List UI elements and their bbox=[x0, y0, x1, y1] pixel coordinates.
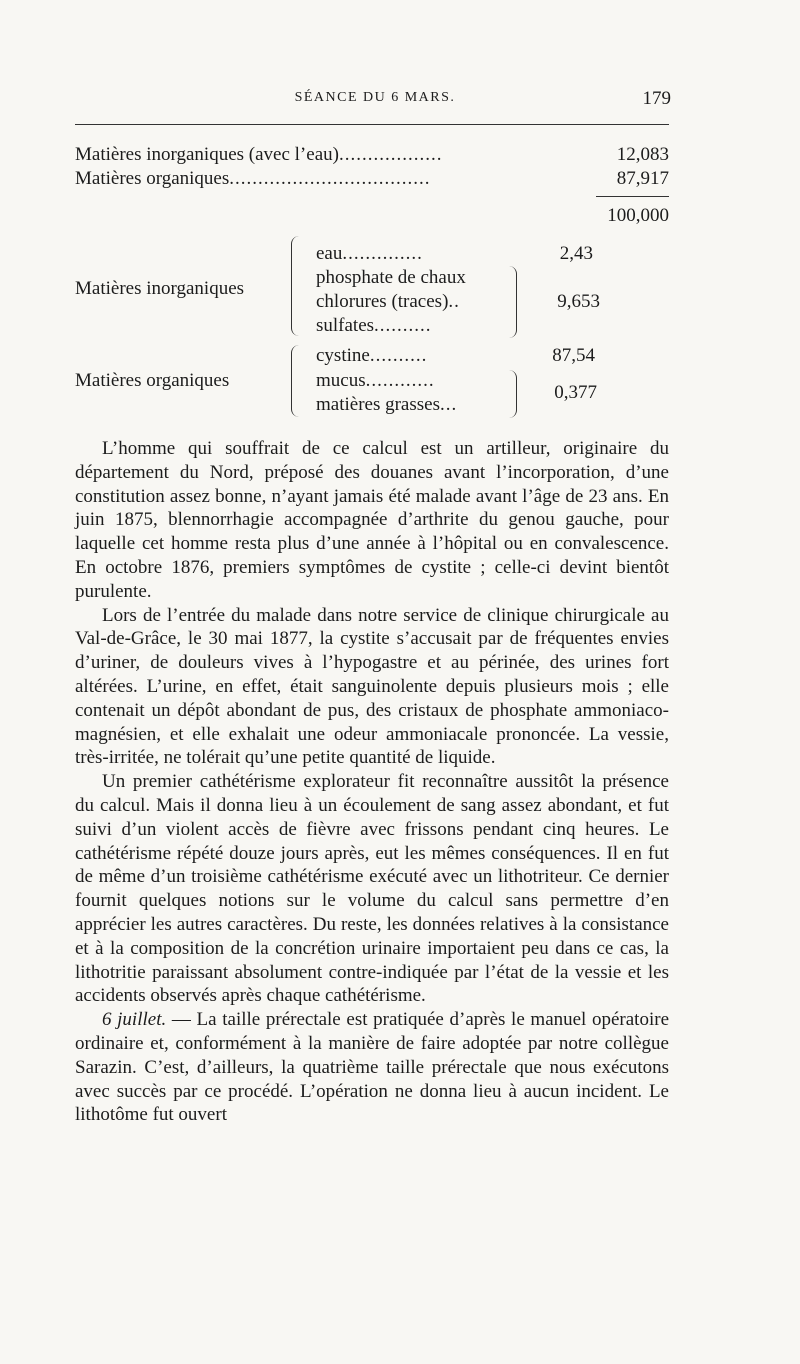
detail-value-salts: 9,653 bbox=[557, 291, 600, 312]
paragraph: L’homme qui souffrait de ce calcul est un artilleur, originaire du département du Nord, préposé des douanes avant l’incorporation, d’une constitution assez bonne, n’ayant jamais été malade avant l’âge de 23 ans. En juin 1875, blennorrhagie accompagnée d’arthrite du genou gauche, pour laquelle cet homme resta plus d’une année à l’hôpital ou en convalescence. En octobre 1876, premiers symptômes de cystite ; celle-ci devint bientôt purulente. bbox=[75, 438, 669, 602]
detail-item: sulfates.......... bbox=[316, 315, 432, 336]
detail-item: cystine.......... bbox=[316, 345, 428, 366]
paragraph-text: — La taille prérectale est pratiquée d’après le manuel opératoire ordinaire et, conformément à la manière de faire adoptée par notre collègue Sarazin. C’est, d’ailleurs, la quatrième taille prérectale que nous exécutons avec succès par ce procédé. L’opération ne donna lieu à aucun incident. Le lithotôme fut ouvert bbox=[75, 1009, 670, 1126]
running-head bbox=[75, 88, 675, 116]
detail-item: mucus............ bbox=[316, 370, 435, 391]
group-label-organic: Matières organiques bbox=[75, 370, 230, 391]
detail-value-eau: 2,43 bbox=[559, 243, 593, 264]
sum-rule bbox=[596, 196, 669, 197]
header-rule bbox=[75, 124, 669, 125]
leader-dots: .................. bbox=[338, 144, 443, 165]
date-italic: 6 juillet. bbox=[102, 1009, 167, 1031]
paragraph bbox=[75, 1008, 669, 1127]
body-text bbox=[75, 437, 669, 1127]
summary-total: 100,000 bbox=[607, 205, 669, 226]
leader-dots: ................................... bbox=[229, 168, 431, 189]
summary-value: 12,083 bbox=[616, 144, 669, 165]
summary-row-inorganic bbox=[75, 144, 442, 166]
detail-item: chlorures (traces).. bbox=[316, 291, 460, 312]
summary-label: Matières organiques bbox=[75, 168, 230, 189]
left-brace bbox=[291, 236, 302, 336]
detail-value-cystine: 87,54 bbox=[552, 345, 595, 366]
summary-value: 87,917 bbox=[616, 168, 669, 189]
right-brace bbox=[506, 266, 517, 338]
paragraph: Lors de l’entrée du malade dans notre service de clinique chirurgicale au Val-de-Grâce, le 30 mai 1877, la cystite s’accusait par de fréquentes envies d’uriner, de douleurs vives à l’hypogastre et au périnée, des urines fort altérées. L’urine, en effet, était sanguinolente depuis plusieurs mois ; elle contenait un dépôt abondant de pus, des cristaux de phosphate ammoniaco-magnésien, et elle exhalait une odeur ammoniacale prononcée. La vessie, très-irritée, ne tolérait qu’une petite quantité de liquide. bbox=[75, 604, 669, 769]
summary-label: Matières inorganiques (avec l’eau) bbox=[75, 144, 339, 165]
detail-item: eau.............. bbox=[316, 243, 423, 264]
page-number: 179 bbox=[642, 88, 671, 109]
detail-item: matières grasses... bbox=[316, 394, 458, 415]
paragraph: Un premier cathétérisme explorateur fit reconnaître aussitôt la présence du calcul. Mais il donna lieu à un écoulement de sang assez abondant, et fut suivi d’un violent accès de fièvre avec frissons pendant cinq heures. Le cathétérisme répété douze jours après, eut les mêmes conséquences. Il en fut de même d’un troisième cathétérisme exécuté avec un lithotriteur. Ce dernier fournit quelques notions sur le volume du calcul sans permettre d’en apprécier les autres caractères. Du reste, les données relatives à la consistance et à la composition de la concrétion urinaire importaient peu dans ce cas, la lithotritie paraissant absolument contre-indiquée par l’état de la vessie et les accidents observés après chaque cathétérisme. bbox=[75, 771, 669, 1007]
running-title: SÉANCE DU 6 MARS. bbox=[294, 90, 456, 105]
group-label-inorganic: Matières inorganiques bbox=[75, 278, 245, 299]
detail-value-other: 0,377 bbox=[554, 382, 597, 403]
left-brace bbox=[291, 345, 302, 417]
right-brace bbox=[506, 370, 517, 418]
summary-row-organic bbox=[75, 168, 431, 190]
detail-item: phosphate de chaux bbox=[316, 267, 466, 288]
